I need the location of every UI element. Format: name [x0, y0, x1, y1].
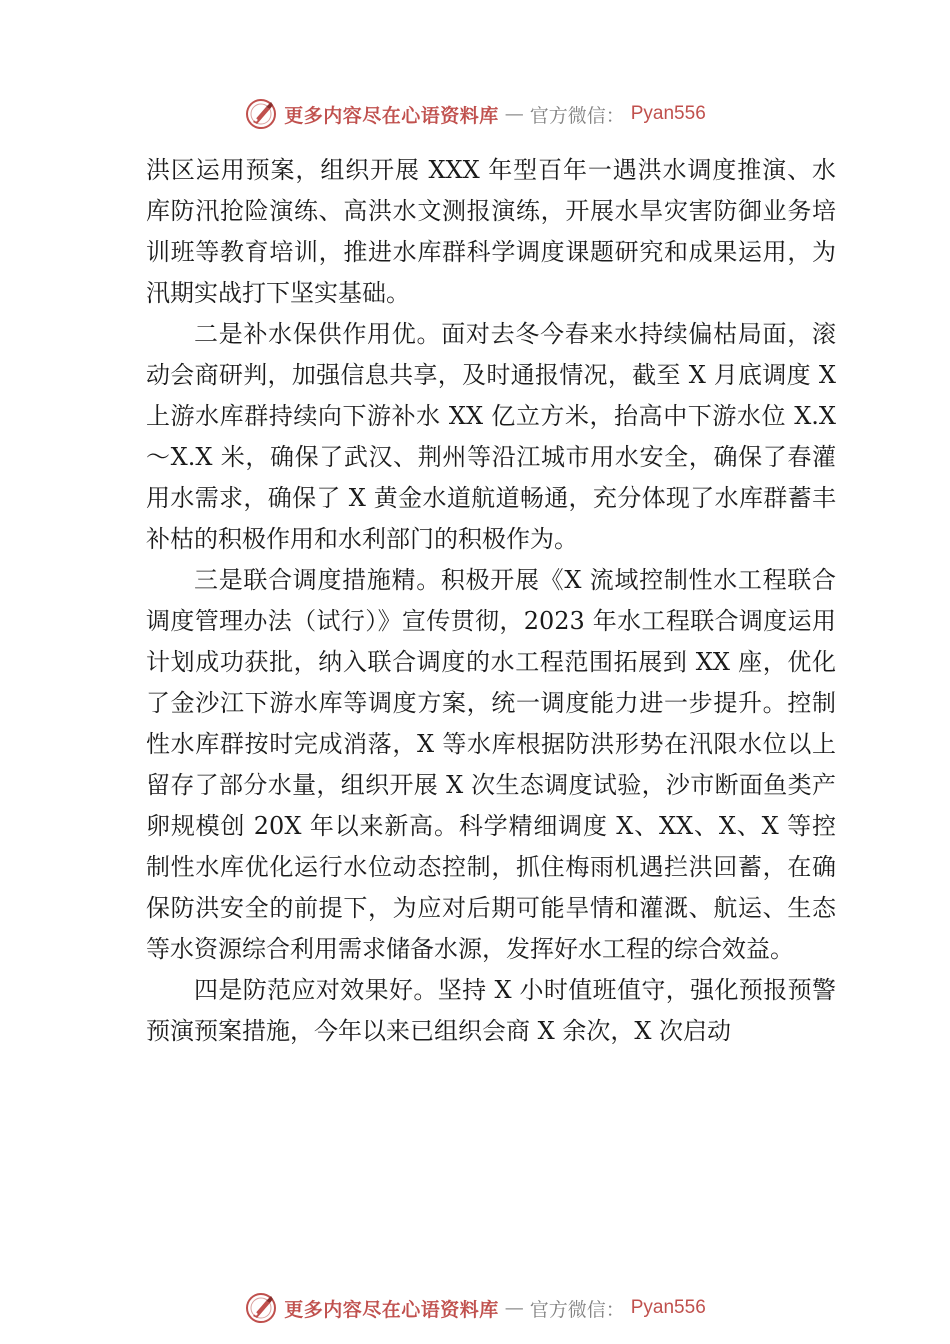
footer-watermark [0, 1290, 950, 1326]
watermark-separator: — [504, 103, 524, 125]
watermark-brand-text: 更多内容尽在心语资料库 [284, 104, 499, 127]
pen-nib-seal-icon [244, 97, 278, 131]
watermark-wechat-id: Pyan556 [630, 1297, 706, 1318]
watermark-separator: — [504, 1297, 524, 1319]
watermark-wechat-label: 官方微信： [529, 1298, 625, 1321]
watermark-wechat-id: Pyan556 [630, 103, 706, 124]
paragraph-prevention: 四是防范应对效果好。坚持 X 小时值班值守，强化预报预警预演预案措施，今年以来已组织会商 X 余次，X 次启动 [146, 976, 836, 1045]
paragraph-water-supply: 二是补水保供作用优。面对去冬今春来水持续偏枯局面，滚动会商研判，加强信息共享，及时通报情况，截至 X 月底调度 X 上游水库群持续向下游补水 XX 亿立方米，抬高中下游水位 X.X～X.X 米，确保了武汉、荆州等沿江城市用水安全，确保了春灌用水需求，确保了 X 黄金水道航道畅通，充分体现了水库群蓄丰补枯的积极作用和水利部门的积极作为。 [146, 320, 836, 553]
pen-nib-seal-icon [244, 1291, 278, 1325]
watermark-brand-text: 更多内容尽在心语资料库 [284, 1298, 499, 1321]
header-watermark [0, 96, 950, 132]
paragraph-continued: 洪区运用预案，组织开展 XXX 年型百年一遇洪水调度推演、水库防汛抢险演练、高洪水文测报演练，开展水旱灾害防御业务培训班等教育培训，推进水库群科学调度课题研究和成果运用，为汛期实战打下坚实基础。 [146, 156, 836, 307]
paragraph-joint-dispatch: 三是联合调度措施精。积极开展《X 流域控制性水工程联合调度管理办法（试行）》宣传贯彻，2023 年水工程联合调度运用计划成功获批，纳入联合调度的水工程范围拓展到 XX 座，优化了金沙江下游水库等调度方案，统一调度能力进一步提升。控制性水库群按时完成消落，X 等水库根据防洪形势在汛限水位以上留存了部分水量，组织开展 X 次生态调度试验，沙市断面鱼类产卵规模创 20X 年以来新高。科学精细调度 X、XX、X、X 等控制性水库优化运行水位动态控制，抓住梅雨机遇拦洪回蓄，在确保防洪安全的前提下，为应对后期可能旱情和灌溉、航运、生态等水资源综合利用需求储备水源，发挥好水工程的综合效益。 [146, 566, 836, 963]
document-body [146, 150, 836, 1052]
watermark-wechat-label: 官方微信： [529, 104, 625, 127]
